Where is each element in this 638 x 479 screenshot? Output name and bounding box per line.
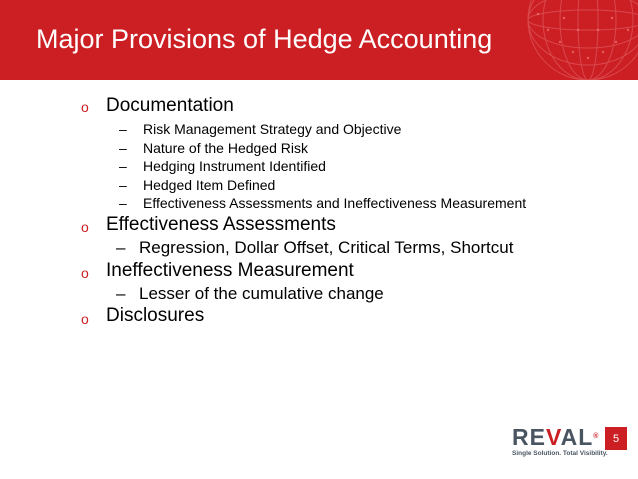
- logo-tagline: Single Solution. Total Visibility.: [512, 450, 608, 457]
- bullet-effectiveness-assessments: Effectiveness Assessments: [106, 214, 336, 235]
- bullet-documentation: Documentation: [106, 95, 234, 116]
- sub-item: Regression, Dollar Offset, Critical Terms, Shortcut: [139, 238, 514, 257]
- logo-wordmark: REVAL®: [512, 424, 600, 450]
- dash-icon: –: [119, 158, 127, 174]
- page-number: 5: [605, 427, 627, 450]
- bullet-marker-icon: o: [81, 265, 89, 281]
- bullet-ineffectiveness-measurement: Ineffectiveness Measurement: [106, 260, 354, 281]
- sub-item: Nature of the Hedged Risk: [143, 140, 308, 156]
- sub-item: Risk Management Strategy and Objective: [143, 121, 402, 137]
- bullet-disclosures: Disclosures: [106, 305, 205, 326]
- bullet-marker-icon: o: [81, 99, 89, 115]
- dash-icon: –: [119, 195, 127, 211]
- slide-title: Major Provisions of Hedge Accounting: [36, 24, 493, 54]
- sub-item: Hedging Instrument Identified: [143, 158, 326, 174]
- dash-icon: –: [116, 284, 126, 303]
- dash-icon: –: [119, 121, 127, 137]
- dash-icon: –: [119, 177, 127, 193]
- reval-logo: [512, 425, 608, 463]
- bullet-marker-icon: o: [81, 219, 89, 235]
- sub-item: Hedged Item Defined: [143, 177, 276, 193]
- sub-item: Effectiveness Assessments and Ineffectiveness Measurement: [143, 195, 527, 211]
- sub-item: Lesser of the cumulative change: [139, 284, 384, 303]
- dash-icon: –: [119, 140, 127, 156]
- dash-icon: –: [116, 238, 126, 257]
- bullet-marker-icon: o: [81, 311, 89, 327]
